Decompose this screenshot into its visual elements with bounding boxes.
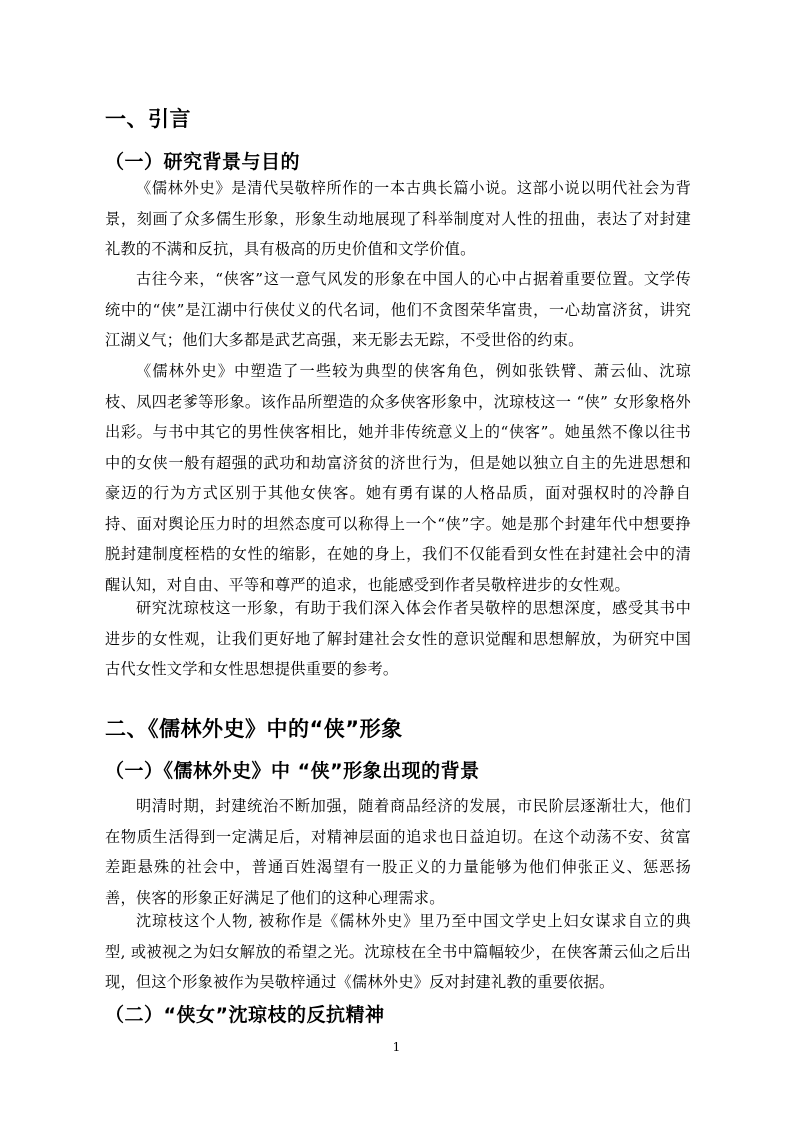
paragraph: 古往今来，“侠客”这一意气风发的形象在中国人的心中占据着重要位置。文学传统中的“侠”是江湖中行侠仗义的代名词，他们不贪图荣华富贵，一心劫富济贫，讲究江湖义气；他们大多都是武艺高强，来无影去无踪，不受世俗的约束。 <box>105 270 691 349</box>
paragraph: 明清时期，封建统治不断加强，随着商品经济的发展，市民阶层逐渐壮大，他们在物质生活得到一定满足后，对精神层面的追求也日益迫切。在这个动荡不安、贫富差距悬殊的社会中，普通百姓渴望有一股正义的力量能够为他们伸张正义、惩恶扬善，侠客的形象正好满足了他们的这种心理需求。 <box>105 797 691 907</box>
page-number: 1 <box>392 1040 401 1054</box>
subsection-heading-rebellion: （二）“侠女”沈琼枝的反抗精神 <box>105 1004 385 1026</box>
subsection-heading-xia-background: （一）《儒林外史》中 “侠”形象出现的背景 <box>105 760 480 782</box>
subsection-heading-background: （一）研究背景与目的 <box>105 151 301 173</box>
section-heading-xia-image: 二、《儒林外史》中的“侠”形象 <box>105 717 403 741</box>
paragraph: 沈琼枝这个人物, 被称作是《儒林外史》里乃至中国文学史上妇女谋求自立的典型, 或被视之为妇女解放的希望之光。沈琼枝在全书中篇幅较少，在侠客萧云仙之后出现，但这个形象被作为吴敬梓通过《儒林外史》反对封建礼教的重要依据。 <box>105 912 691 991</box>
paragraph: 《儒林外史》是清代吴敬梓所作的一本古典长篇小说。这部小说以明代社会为背景，刻画了众多儒生形象，形象生动地展现了科举制度对人性的扭曲，表达了对封建礼教的不满和反抗，具有极高的历史价值和文学价值。 <box>105 179 691 258</box>
paragraph: 《儒林外史》中塑造了一些较为典型的侠客角色，例如张铁臂、萧云仙、沈琼枝、凤四老爹等形象。该作品所塑造的众多侠客形象中，沈琼枝这一 “侠” 女形象格外出彩。与书中其它的男性侠客相比，她并非传统意义上的“侠客”。她虽然不像以往书中的女侠一般有超强的武功和劫富济贫的济世行为，但是她以独立自主的先进思想和豪迈的行为方式区别于其他女侠客。她有勇有谋的人格品质，面对强权时的冷静自持、面对舆论压力时的坦然态度可以称得上一个“侠”字。她是那个封建年代中想要挣脱封建制度桎梏的女性的缩影，在她的身上，我们不仅能看到女性在封建社会中的清醒认知，对自由、平等和尊严的追求，也能感受到作者吴敬梓进步的女性观。 <box>105 362 691 594</box>
paragraph: 研究沈琼枝这一形象，有助于我们深入体会作者吴敬梓的思想深度，感受其书中进步的女性观，让我们更好地了解封建社会女性的意识觉醒和思想解放，为研究中国古代女性文学和女性思想提供重要的参考。 <box>105 599 691 678</box>
section-heading-introduction: 一、引言 <box>105 107 191 131</box>
